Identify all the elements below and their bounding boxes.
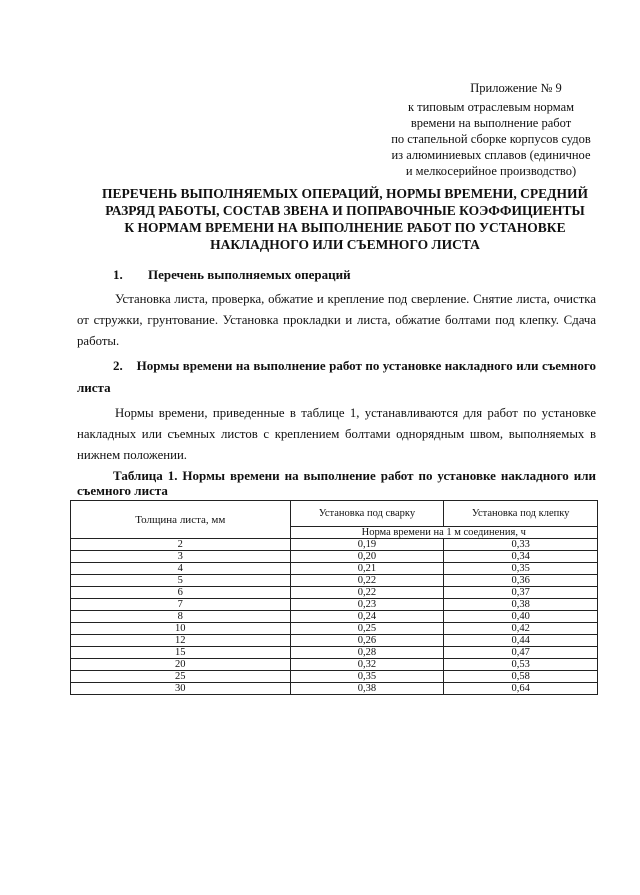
cell-riveting: 0,40	[444, 611, 598, 623]
cell-welding: 0,24	[290, 611, 444, 623]
title-line: К НОРМАМ ВРЕМЕНИ НА ВЫПОЛНЕНИЕ РАБОТ ПО УСТАНОВКЕ	[124, 220, 566, 235]
section2-heading: 2. Нормы времени на выполнение работ по установке накладного или съемного листа	[77, 358, 600, 395]
cell-riveting: 0,38	[444, 599, 598, 611]
cell-welding: 0,23	[290, 599, 444, 611]
cell-welding: 0,25	[290, 623, 444, 635]
table-row	[71, 539, 598, 551]
cell-thickness: 10	[71, 623, 291, 635]
cell-thickness: 5	[71, 575, 291, 587]
cell-riveting: 0,34	[444, 551, 598, 563]
cell-thickness: 20	[71, 659, 291, 671]
cell-riveting: 0,37	[444, 587, 598, 599]
cell-riveting: 0,33	[444, 539, 598, 551]
appendix-line: времени на выполнение работ	[410, 116, 572, 130]
cell-riveting: 0,36	[444, 575, 598, 587]
cell-welding: 0,26	[290, 635, 444, 647]
cell-welding: 0,21	[290, 563, 444, 575]
cell-riveting: 0,42	[444, 623, 598, 635]
cell-thickness: 12	[71, 635, 291, 647]
cell-riveting: 0,35	[444, 563, 598, 575]
cell-thickness: 8	[71, 611, 291, 623]
cell-welding: 0,22	[290, 587, 444, 599]
cell-thickness: 4	[71, 563, 291, 575]
cell-riveting: 0,64	[444, 683, 598, 695]
cell-thickness: 2	[71, 539, 291, 551]
table-row	[71, 683, 598, 695]
cell-riveting: 0,53	[444, 659, 598, 671]
appendix-line: и мелкосерийное производство)	[405, 164, 577, 178]
header-thickness: Толщина листа, мм	[71, 501, 291, 539]
section1-text: Установка листа, проверка, обжатие и крепление под сверление. Снятие листа, очистка от стружки, грунтование. Установка прокладки и листа, обжатие болтами под клепку. Сдача работы.	[77, 292, 596, 348]
title-line: РАЗРЯД РАБОТЫ, СОСТАВ ЗВЕНА И ПОПРАВОЧНЫЕ КОЭФФИЦИЕНТЫ	[105, 203, 585, 218]
cell-thickness: 3	[71, 551, 291, 563]
table-row	[71, 623, 598, 635]
cell-thickness: 30	[71, 683, 291, 695]
table-row	[71, 659, 598, 671]
table-row	[71, 587, 598, 599]
appendix-line: к типовым отраслевым нормам	[407, 100, 575, 114]
table-row	[71, 575, 598, 587]
section1-title: Перечень выполняемых операций	[148, 267, 351, 282]
table-row	[71, 611, 598, 623]
title-line: ПЕРЕЧЕНЬ ВЫПОЛНЯЕМЫХ ОПЕРАЦИЙ, НОРМЫ ВРЕМЕНИ, СРЕДНИЙ	[102, 186, 588, 201]
table-caption: Таблица 1. Нормы времени на выполнение работ по установке накладного или съемного листа	[77, 468, 596, 498]
title-line: НАКЛАДНОГО ИЛИ СЪЕМНОГО ЛИСТА	[210, 237, 480, 252]
section2-text: Нормы времени, приведенные в таблице 1, устанавливаются для работ по установке накладных или съемных листов с креплением болтами однорядным швом, выполняемых в нижнем положении.	[77, 406, 596, 462]
cell-riveting: 0,58	[444, 671, 598, 683]
appendix-line: по стапельной сборке корпусов судов	[391, 132, 591, 146]
cell-welding: 0,35	[290, 671, 444, 683]
norms-table	[70, 500, 598, 695]
appendix-number: Приложение № 9	[470, 81, 562, 95]
cell-welding: 0,32	[290, 659, 444, 671]
table-body	[71, 539, 598, 695]
table-row	[71, 671, 598, 683]
cell-thickness: 6	[71, 587, 291, 599]
cell-thickness: 7	[71, 599, 291, 611]
cell-welding: 0,22	[290, 575, 444, 587]
section1-number: 1.	[113, 267, 123, 282]
header-norm-unit: Норма времени на 1 м соединения, ч	[290, 527, 597, 539]
cell-welding: 0,19	[290, 539, 444, 551]
table-row	[71, 563, 598, 575]
appendix-line: из алюминиевых сплавов (единичное	[391, 148, 591, 162]
cell-welding: 0,38	[290, 683, 444, 695]
cell-thickness: 25	[71, 671, 291, 683]
table-row	[71, 635, 598, 647]
header-welding: Установка под сварку	[290, 501, 444, 527]
header-riveting: Установка под клепку	[444, 501, 598, 527]
table-row	[71, 599, 598, 611]
cell-riveting: 0,44	[444, 635, 598, 647]
cell-welding: 0,20	[290, 551, 444, 563]
table-row	[71, 551, 598, 563]
cell-riveting: 0,47	[444, 647, 598, 659]
document-title	[60, 185, 630, 253]
cell-thickness: 15	[71, 647, 291, 659]
cell-welding: 0,28	[290, 647, 444, 659]
table-row	[71, 647, 598, 659]
appendix-note	[380, 80, 602, 179]
